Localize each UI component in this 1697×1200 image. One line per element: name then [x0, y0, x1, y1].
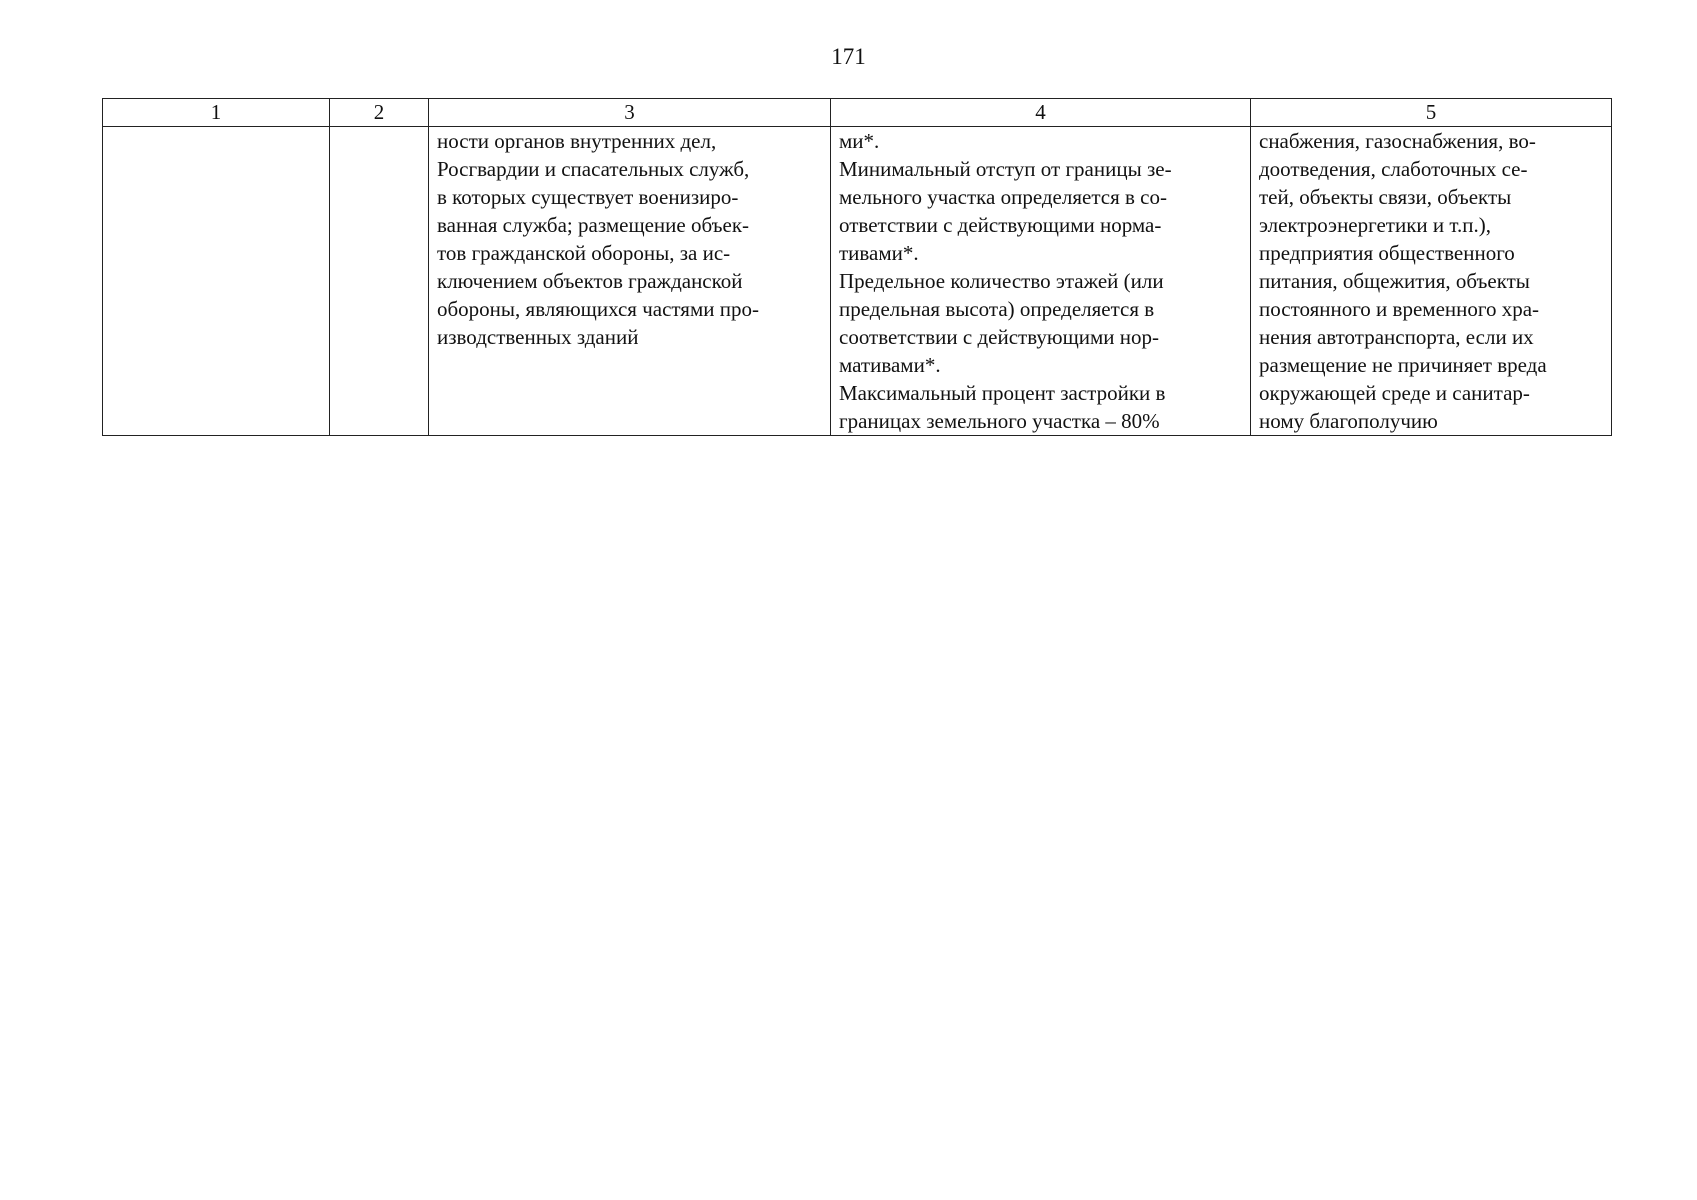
text-line: мативами*. — [839, 353, 941, 377]
text-line: Росгвардии и спасательных служб, — [437, 157, 750, 181]
page-number: 171 — [831, 44, 866, 69]
regulation-table — [102, 98, 1612, 436]
text-line: снабжения, газоснабжения, во- — [1259, 129, 1536, 153]
text-line: мельного участка определяется в со- — [839, 185, 1167, 209]
text-line: доотведения, слаботочных се- — [1259, 157, 1528, 181]
text-line: ванная служба; размещение объек- — [437, 213, 750, 237]
text-line: в которых существует военизиро- — [437, 185, 739, 209]
text-line: границах земельного участка – 80% — [839, 409, 1160, 433]
text-line: ности органов внутренних дел, — [437, 129, 717, 153]
text-line: предприятия общественного — [1259, 241, 1515, 265]
table-header-row — [103, 99, 1612, 127]
column-header-1: 1 — [103, 99, 330, 127]
column-header-3: 3 — [429, 99, 831, 127]
text-line: предельная высота) определяется в — [839, 297, 1155, 321]
column-header-2: 2 — [330, 99, 429, 127]
text-line: тивами*. — [839, 241, 919, 265]
cell-col2 — [330, 127, 429, 436]
text-line: ответствии с действующими норма- — [839, 213, 1162, 237]
text-line: окружающей среде и санитар- — [1259, 381, 1530, 405]
cell-col3-permitted-use — [429, 127, 831, 436]
text-line: соответствии с действующими нор- — [839, 325, 1160, 349]
text-line: ми*. — [839, 129, 880, 153]
text-line: ключением объектов гражданской — [437, 269, 743, 293]
text-line: обороны, являющихся частями про- — [437, 297, 759, 321]
text-line: тов гражданской обороны, за ис- — [437, 241, 731, 265]
text-line: электроэнергетики и т.п.), — [1259, 213, 1491, 237]
text-line: питания, общежития, объекты — [1259, 269, 1530, 293]
table-row — [103, 127, 1612, 436]
text-line: нения автотранспорта, если их — [1259, 325, 1534, 349]
column-header-5: 5 — [1251, 99, 1612, 127]
text-line: размещение не причиняет вреда — [1259, 353, 1547, 377]
column-header-4: 4 — [831, 99, 1251, 127]
cell-col5-auxiliary-use — [1251, 127, 1612, 436]
text-line: изводственных зданий — [437, 325, 639, 349]
cell-col4-parameters — [831, 127, 1251, 436]
text-line: тей, объекты связи, объекты — [1259, 185, 1512, 209]
text-line: Минимальный отступ от границы зе- — [839, 157, 1172, 181]
text-line: Максимальный процент застройки в — [839, 381, 1166, 405]
text-line: ному благополучию — [1259, 409, 1438, 433]
text-line: Предельное количество этажей (или — [839, 269, 1164, 293]
text-line: постоянного и временного хра- — [1259, 297, 1540, 321]
cell-col1 — [103, 127, 330, 436]
